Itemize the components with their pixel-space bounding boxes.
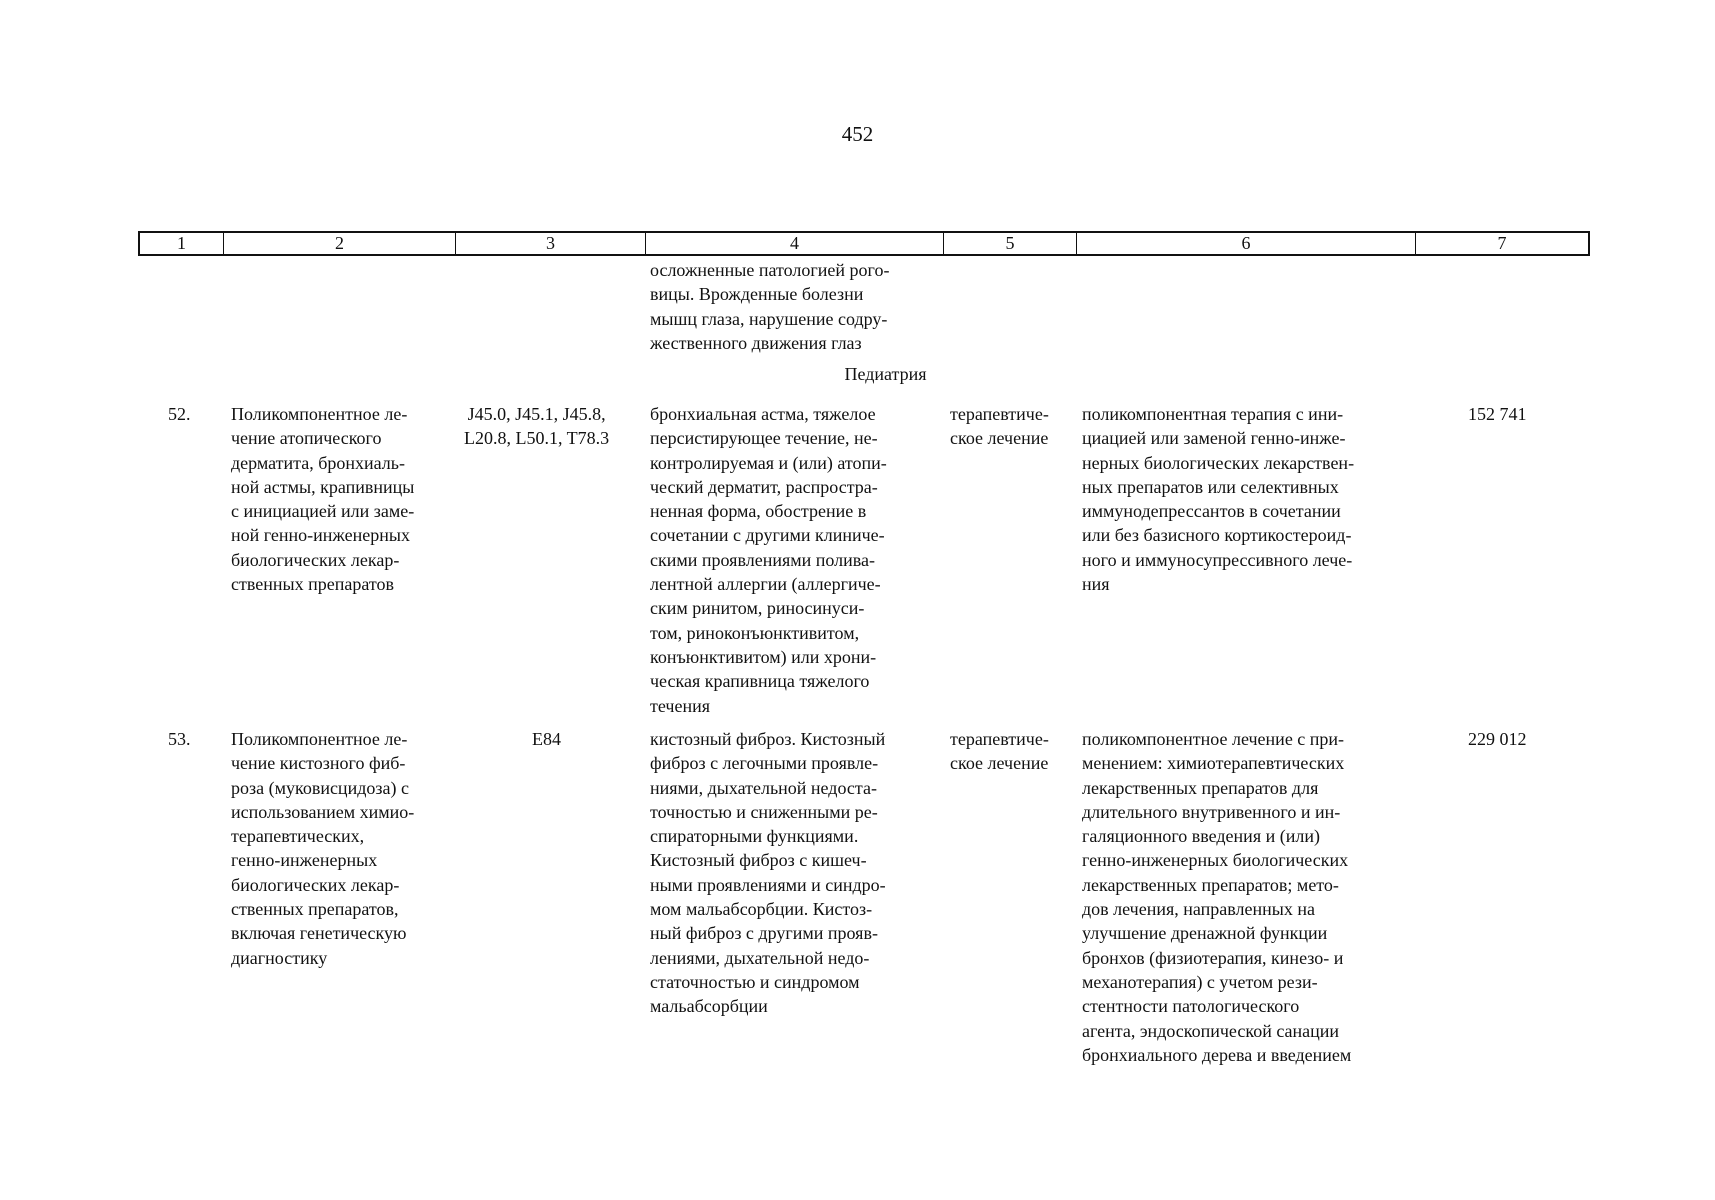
treatment-method: поликомпонентная терапия с ини- циацией или заменой генно-инже- нерных биологических лекарствен- ных препаратов или селективных иммунодепрессантов в сочетании или без базисного кортикостероид- ного и иммуносупрессивного лече- ния [1082, 404, 1355, 595]
column-header-1: 1 [140, 233, 224, 254]
column-header-row [138, 231, 1590, 256]
column-header-7: 7 [1497, 233, 1507, 253]
row-number: 52. [168, 404, 191, 424]
treatment-name: Поликомпонентное ле- чение кистозного фиб- роза (муковисцидоза) с использованием химио- терапевтических, генно-инженерных биологических лекар- ственных препаратов, включая генетическую диагностику [231, 729, 415, 968]
treatment-method: поликомпонентное лечение с при- менением: химиотерапевтических лекарственных препаратов для длительного внутривенного и ин- галяционного введения и (или) генно-инженерных биологических лекарственных препаратов; мето- дов лечения, направленных на улучшение дренажной функции бронхов (физиотерапия, кинезо- и механотерапия) с учетом рези- стентности патологического агента, эндоскопической санации бронхиального дерева и введением [1082, 729, 1352, 1065]
column-header-5: 5 [944, 233, 1077, 254]
row-number: 53. [168, 729, 191, 749]
icd-codes: J45.0, J45.1, J45.8, L20.8, L50.1, T78.3 [464, 404, 610, 449]
cost-value: 229 012 [1468, 729, 1527, 749]
column-header-3: 3 [456, 233, 646, 254]
patient-model: кистозный фиброз. Кистозный фиброз с легочными проявле- ниями, дыхательной недоста- точностью и сниженными ре- спираторными функциями. Кистозный фиброз с кишеч- ными проявлениями и синдро- мом мальабсорбции. Кистоз- ный фиброз с другими прояв- лениями, дыхательной недо- статочностью и синдромом мальабсорбции [650, 729, 886, 1017]
cost-value: 152 741 [1468, 404, 1527, 424]
icd-codes: E84 [532, 729, 561, 749]
treatment-name: Поликомпонентное ле- чение атопического дерматита, бронхиаль- ной астмы, крапивницы с инициацией или заме- ной генно-инженерных биологических лекар- ственных препаратов [231, 404, 415, 595]
treatment-type: терапевтиче- ское лечение [950, 729, 1049, 774]
column-header-4: 4 [646, 233, 944, 254]
page-number: 452 [841, 122, 874, 146]
treatment-type: терапевтиче- ское лечение [950, 404, 1049, 449]
column-header-2: 2 [224, 233, 456, 254]
column-header-6: 6 [1077, 233, 1416, 254]
section-title: Педиатрия [844, 364, 927, 384]
patient-model: бронхиальная астма, тяжелое персистирующее течение, не- контролируемая и (или) атопи- ческий дерматит, распростра- ненная форма, обострение в сочетании с другими клиниче- скими проявлениями полива- лентной аллергии (аллергиче- ским ринитом, риносинуси- том, риноконъюнктивитом, конъюнктивитом) или хрони- ческая крапивница тяжелого течения [650, 404, 887, 716]
continuation-col4-text: осложненные патологией рого- вицы. Врожденные болезни мышц глаза, нарушение содру- жественного движения глаз [650, 260, 890, 353]
